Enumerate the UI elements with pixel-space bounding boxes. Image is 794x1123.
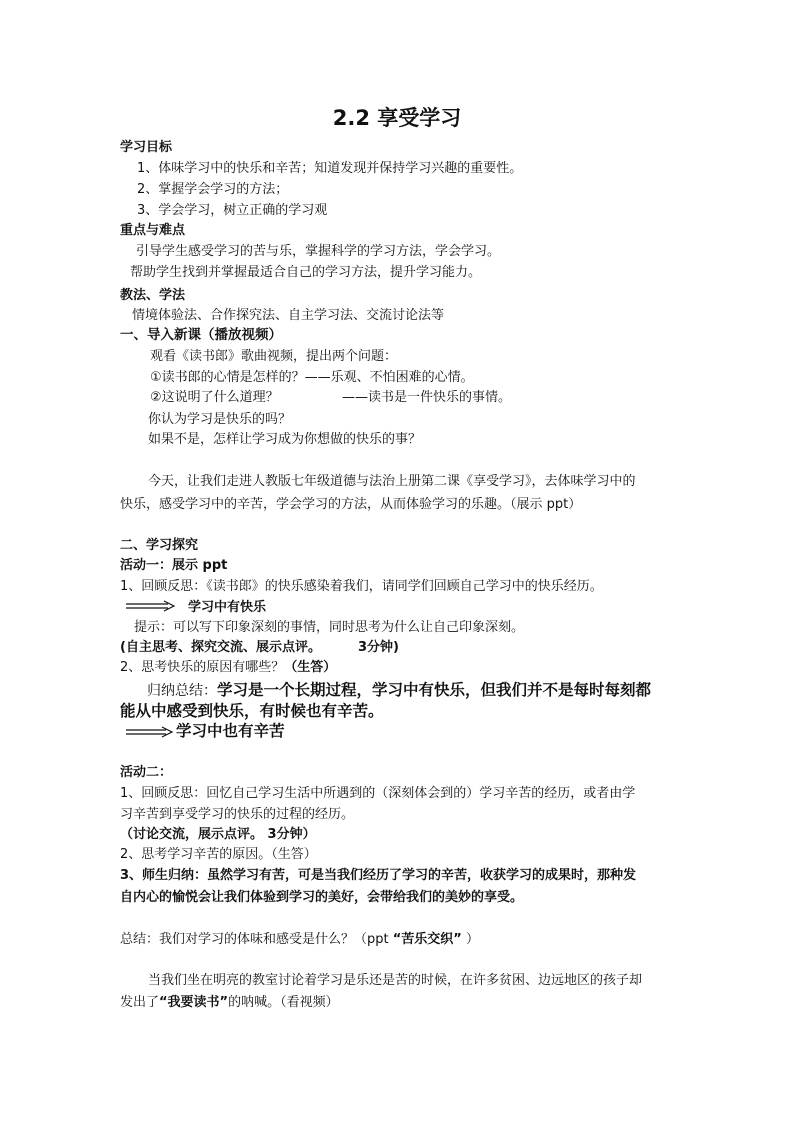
question-1: ①读书郎的心情是怎样的？——乐观、不怕困难的心情。 [150, 370, 474, 385]
hint-text: 提示：可以写下印象深刻的事情，同时思考为什么让自己印象深刻。 [134, 620, 525, 635]
section1-heading: 一、导入新课（播放视频） [120, 327, 282, 343]
activity2-item3 [120, 867, 636, 885]
section1-intro: 观看《读书郎》歌曲视频，提出两个问题： [150, 349, 398, 364]
activity2-note: （讨论交流，展示点评。 3分钟） [120, 827, 316, 842]
closing-line: 当我们坐在明亮的教室讨论着学习是乐还是苦的时候，在许多贫困、边远地区的孩子却 [148, 973, 643, 988]
activity1-heading: 活动一：展示 ppt [120, 558, 228, 573]
page-title: 2.2 享受学习 [332, 106, 462, 130]
section2-heading: 二、学习探究 [120, 538, 199, 553]
ask-line: 你认为学习是快乐的吗？ [148, 412, 292, 427]
activity1-note: (自主思考、探究交流、展示点评。 [120, 640, 321, 655]
objective-item: 3、学会学习，树立正确的学习观 [137, 203, 328, 218]
activity2-heading: 活动二： [120, 765, 173, 780]
summary-prefix: 归纳总结： [147, 683, 217, 699]
closing-line-2 [120, 994, 339, 1012]
activity1-item2-text: 2、思考快乐的原因有哪些？ [120, 660, 285, 675]
activity2-item2: 2、思考学习辛苦的原因。（生答） [120, 847, 317, 862]
summary-question-prefix: 总结：我们对学习的体味和感受是什么？（ppt [120, 932, 389, 947]
objectives-heading: 学习目标 [120, 140, 173, 155]
summary-line [147, 680, 651, 701]
key-points-line: 帮助学生找到并掌握最适合自己的学习方法，提升学习能力。 [130, 265, 482, 280]
arrow-label: 学习中有快乐 [188, 600, 267, 615]
arrow-right-icon [124, 600, 176, 612]
closing-quote: “我要读书” [159, 995, 229, 1010]
activity1-note-time: 3分钟) [358, 640, 399, 655]
objective-item: 2、掌握学会学习的方法； [137, 182, 289, 197]
question-2: ②这说明了什么道理？ [150, 390, 279, 405]
intro-paragraph-line: 今天，让我们走进人教版七年级道德与法治上册第二课《享受学习》，去体味学习中的 [148, 474, 636, 489]
activity1-item2 [120, 659, 336, 677]
activity1-item: 1、回顾反思：《读书郎》的快乐感染着我们，请同学们回顾自己学习中的快乐经历。 [120, 579, 603, 594]
intro-paragraph-line: 快乐，感受学习中的辛苦，学会学习的方法，从而体验学习的乐趣。（展示 ppt） [120, 497, 582, 512]
closing-suffix: 的呐喊。（看视频） [228, 995, 339, 1010]
objective-item: 1、体味学习中的快乐和辛苦；知道发现并保持学习兴趣的重要性。 [137, 161, 523, 176]
activity2-item3-text: 虽然学习有苦，可是当我们经历了学习的辛苦，收获学习的成果时，那种发 [207, 868, 637, 883]
closing-prefix: 发出了 [120, 995, 160, 1010]
summary-question [120, 931, 479, 949]
key-points-heading: 重点与难点 [120, 223, 186, 238]
answer-2: ——读书是一件快乐的事情。 [342, 390, 512, 405]
activity1-item2-suffix: （生答） [284, 660, 337, 675]
activity2-item1: 1、回顾反思：回忆自己学习生活中所遇到的（深刻体会到的）学习辛苦的经历，或者由学 [120, 786, 636, 801]
activity2-item3-cont: 自内心的愉悦会让我们体验到学习的美好，会带给我们的美妙的享受。 [120, 890, 524, 905]
arrow-label-2: 学习中也有辛苦 [176, 722, 285, 740]
methods-heading: 教法、学法 [120, 288, 186, 303]
summary-question-quote: “苦乐交织” [392, 932, 462, 947]
arrow-right-icon [124, 726, 174, 738]
activity2-item3-prefix: 3、师生归纳： [120, 868, 208, 883]
key-points-line: 引导学生感受学习的苦与乐，掌握科学的学习方法，学会学习。 [136, 244, 501, 259]
methods-text: 情境体验法、合作探究法、自主学习法、交流讨论法等 [132, 308, 445, 323]
summary-line-2: 能从中感受到快乐，有时候也有辛苦。 [120, 702, 384, 720]
summary-text: 学习是一个长期过程，学习中有快乐，但我们并不是每时每刻都 [217, 681, 652, 699]
ask-line: 如果不是，怎样让学习成为你想做的快乐的事？ [148, 432, 422, 447]
summary-question-suffix: ） [465, 932, 479, 947]
activity2-item1-cont: 习辛苦到享受学习的快乐的过程的经历。 [120, 807, 355, 822]
